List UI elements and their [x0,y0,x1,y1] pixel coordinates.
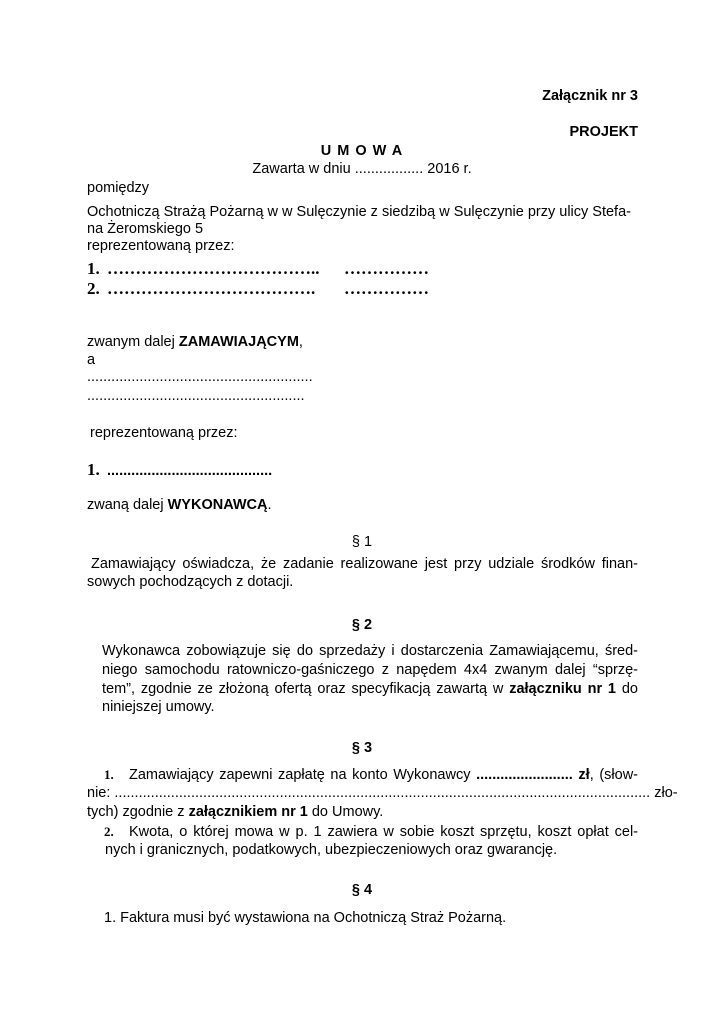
section-3-point-2-line-1: Kwota, o której mowa w p. 1 zawiera w sobie koszt sprzętu, koszt opłat cel- [129,824,638,840]
section-2-line-1: Wykonawca zobowiązuje się do sprzedaży i dostarczenia Zamawiającemu, śred- [102,643,638,659]
represented-by-label: reprezentowaną przez: [87,238,235,254]
section-3-point-1-line-2: nie: ..................................................................................................................................... zło- [87,785,678,801]
section-4-heading: § 4 [351,882,373,898]
represented-by-label-2: reprezentowaną przez: [90,425,238,441]
document-title: U M O W A [320,143,404,159]
called-ordering-party [87,334,303,350]
section-2-line-4: niniejszej umowy. [102,699,215,715]
section-3-point-2-line-2: nych i granicznych, podatkowych, ubezpieczeniowych oraz gwarancję. [105,842,558,858]
concluded-date: Zawarta w dniu ................. 2016 r. [252,161,472,177]
section-1-heading: § 1 [351,534,373,550]
party1-line2: na Żeromskiego 5 [87,221,204,237]
contractor-blank-1: ........................................................ [87,369,313,385]
party1-line1: Ochotniczą Strażą Pożarną w w Sulęczynie z siedzibą w Sulęczynie przy ulicy Stefa- [87,204,631,220]
rep3-name-blank: ......................................... [107,463,273,479]
section-3-point-1-line-3: tych) zgodnie z załącznikiem nr 1 do Umowy. [87,804,384,820]
rep3-number: 1. [87,460,100,479]
rep2-role-blank: …………… [344,279,429,298]
contractor-blank-2: ...................................................... [87,388,305,404]
called2-suffix: . [267,497,272,513]
contractor-name: WYKONAWCĄ [167,497,268,513]
rep2-number: 2. [87,279,100,298]
rep1-name-blank: ……………………………….. [107,259,320,278]
section-4-point-1: 1. Faktura musi być wystawiona na Ochotniczą Straż Pożarną. [104,910,507,926]
section-2-line-3: tem”, zgodnie ze złożoną ofertą oraz specyfikacją zawartą w załączniku nr 1 do [102,681,638,697]
section-1-line-2: sowych pochodzących z dotacji. [87,574,294,590]
section-2-heading: § 2 [351,617,373,633]
section-3-point-1-number: 1. [104,767,114,782]
section-1-line-1: Zamawiający oświadcza, że zadanie realizowane jest przy udziale środków finan- [91,556,638,572]
called2-prefix: zwaną dalej [87,497,168,513]
rep2-name-blank: ………………………………. [107,279,316,298]
section-2-line-2: niego samochodu ratowniczo-gaśniczego z napędem 4x4 zwanym dalej “sprzę- [102,662,638,678]
attachment-label: Załącznik nr 3 [542,88,638,104]
rep1-role-blank: …………… [344,259,429,278]
ordering-party-name: ZAMAWIAJĄCYM [178,334,299,350]
and-label: a [87,352,96,368]
rep1-number: 1. [87,259,100,278]
called-contractor [87,497,272,513]
called-suffix: , [298,334,303,350]
between-label: pomiędzy [87,180,150,196]
section-3-heading: § 3 [351,740,373,756]
draft-label: PROJEKT [569,124,638,140]
section-3-point-2-number: 2. [104,824,114,839]
called-prefix: zwanym dalej [87,334,179,350]
section-3-point-1-line-1: Zamawiający zapewni zapłatę na konto Wykonawcy ........................ zł, (słow- [129,767,638,783]
